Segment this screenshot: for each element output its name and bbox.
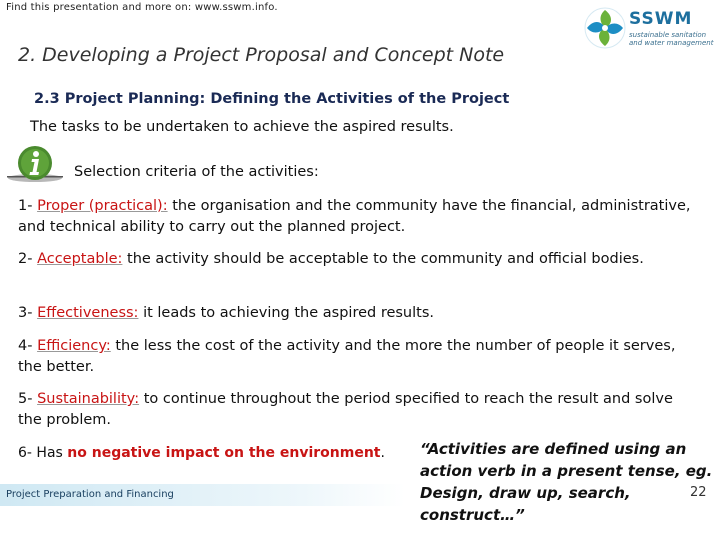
criterion-3 xyxy=(18,303,698,324)
criterion-text: the less the cost of the activity and the more the number of people it serves, the better. xyxy=(18,338,676,375)
criterion-2 xyxy=(18,249,698,270)
definition-quote: “Activities are defined using an action verb in a present tense, eg. Design, draw up, search, construct…” xyxy=(420,440,713,524)
criterion-text: to continue throughout the period specified to reach the result and solve the problem. xyxy=(18,391,673,428)
criterion-number: 3- xyxy=(18,305,33,321)
criteria-heading: Selection criteria of the activities: xyxy=(74,164,319,180)
criterion-label: Sustainability: xyxy=(37,391,140,407)
footer-text: Project Preparation and Financing xyxy=(6,489,174,500)
criterion-prefix: Has xyxy=(36,445,63,461)
criterion-suffix: . xyxy=(380,445,385,461)
criterion-label: no negative impact on the environment xyxy=(67,445,381,461)
criterion-6 xyxy=(18,443,418,464)
sswm-logo xyxy=(583,6,715,52)
sswm-logo-icon xyxy=(583,6,627,50)
info-icon xyxy=(5,144,65,188)
logo-tagline xyxy=(629,31,715,47)
criterion-label: Acceptable: xyxy=(37,251,123,267)
slide-title: 2. Developing a Project Proposal and Concept Note xyxy=(18,44,505,66)
criterion-number: 5- xyxy=(18,391,33,407)
logo-tagline-line1: sustainable sanitation xyxy=(629,31,707,39)
logo-tagline-line2: and water management xyxy=(629,39,714,47)
criterion-5 xyxy=(18,389,698,431)
criterion-number: 6- xyxy=(18,445,32,461)
criterion-number: 2- xyxy=(18,251,33,267)
criterion-text: it leads to achieving the aspired results. xyxy=(143,305,435,321)
criterion-1 xyxy=(18,196,698,238)
source-note: Find this presentation and more on: www.sswm.info. xyxy=(6,2,278,13)
criterion-number: 1- xyxy=(18,198,33,214)
logo-wordmark: SSWM xyxy=(629,9,693,29)
criterion-number: 4- xyxy=(18,338,33,354)
criterion-4 xyxy=(18,336,698,378)
criterion-label: Proper (practical): xyxy=(37,198,168,214)
page-number: 22 xyxy=(690,485,707,500)
criterion-text: the organisation and the community have the financial, administrative, and technical ability to carry out the planned project. xyxy=(18,198,691,235)
slide-subtitle: 2.3 Project Planning: Defining the Activities of the Project xyxy=(34,91,510,107)
criterion-label: Efficiency: xyxy=(37,338,111,354)
intro-text: The tasks to be undertaken to achieve the aspired results. xyxy=(30,119,454,135)
criterion-text: the activity should be acceptable to the community and official bodies. xyxy=(127,251,644,267)
criterion-label: Effectiveness: xyxy=(37,305,139,321)
